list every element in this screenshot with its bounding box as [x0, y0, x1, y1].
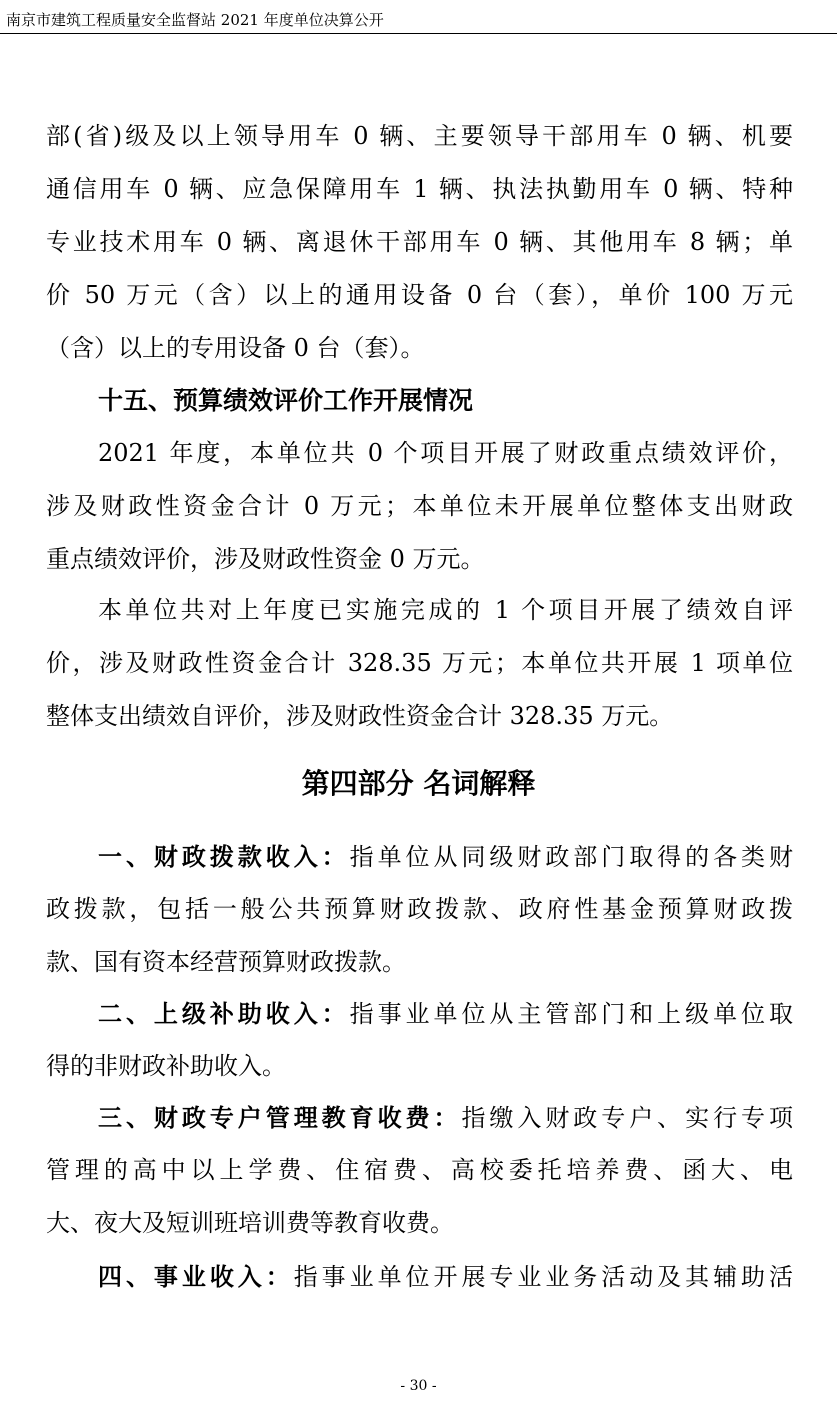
evaluation-paragraph-1: [46, 427, 793, 586]
header-rule: [0, 33, 837, 34]
text-line: 本单位共对上年度已实施完成的 1 个项目开展了绩效自评: [98, 596, 793, 624]
term-definition-1: [46, 830, 793, 989]
text-line: 通信用车 0 辆、应急保障用车 1 辆、执法执勤用车 0 辆、特种: [46, 175, 793, 203]
term-text: 指缴入财政专户、实行专项: [461, 1104, 794, 1132]
section-heading: 十五、预算绩效评价工作开展情况: [98, 386, 474, 415]
text-line: 大、夜大及短训班培训费等教育收费。: [46, 1209, 454, 1237]
page-number: - 30 -: [400, 1378, 437, 1394]
text-line: 涉及财政性资金合计 0 万元；本单位未开展单位整体支出财政: [46, 492, 793, 520]
term-label: 四、事业收入：: [98, 1262, 294, 1291]
term-text: 指事业单位从主管部门和上级单位取: [349, 1000, 793, 1028]
text-line: 整体支出绩效自评价，涉及财政性资金合计 328.35 万元。: [46, 702, 674, 730]
term-label: 一、财政拨款收入：: [98, 842, 350, 871]
text-line: 价 50 万元（含）以上的通用设备 0 台（套），单价 100 万元: [46, 281, 793, 309]
term-definition-3: [46, 1091, 793, 1250]
vehicle-paragraph: [46, 110, 793, 375]
part-title: 第四部分 名词解释: [301, 767, 536, 800]
text-line: 管理的高中以上学费、住宿费、高校委托培养费、函大、电: [46, 1156, 793, 1184]
text-line: 部(省)级及以上领导用车 0 辆、主要领导干部用车 0 辆、机要: [46, 122, 793, 150]
text-line: 价，涉及财政性资金合计 328.35 万元；本单位共开展 1 项单位: [46, 649, 793, 677]
document-header: 南京市建筑工程质量安全监督站 2021 年度单位决算公开: [6, 11, 384, 29]
term-definition-2: [46, 987, 793, 1093]
text-line: （含）以上的专用设备 0 台（套）。: [46, 334, 425, 362]
term-label: 三、财政专户管理教育收费：: [98, 1103, 462, 1132]
text-line: [46, 1250, 793, 1303]
text-line: 政拨款，包括一般公共预算财政拨款、政府性基金预算财政拨: [46, 895, 793, 923]
text-line: 2021 年度，本单位共 0 个项目开展了财政重点绩效评价，: [98, 439, 793, 467]
text-line: 重点绩效评价，涉及财政性资金 0 万元。: [46, 545, 485, 573]
text-line: 专业技术用车 0 辆、离退休干部用车 0 辆、其他用车 8 辆；单: [46, 228, 793, 256]
term-label: 二、上级补助收入：: [98, 999, 350, 1028]
term-definition-4: [46, 1250, 793, 1303]
text-line: 款、国有资本经营预算财政拨款。: [46, 948, 406, 976]
term-text: 指单位从同级财政部门取得的各类财: [349, 843, 793, 871]
text-line: [46, 830, 793, 883]
text-line: [46, 1091, 793, 1144]
term-text: 指事业单位开展专业业务活动及其辅助活: [293, 1263, 794, 1291]
evaluation-paragraph-2: [46, 584, 793, 743]
text-line: 得的非财政补助收入。: [46, 1052, 286, 1080]
text-line: [46, 987, 793, 1040]
